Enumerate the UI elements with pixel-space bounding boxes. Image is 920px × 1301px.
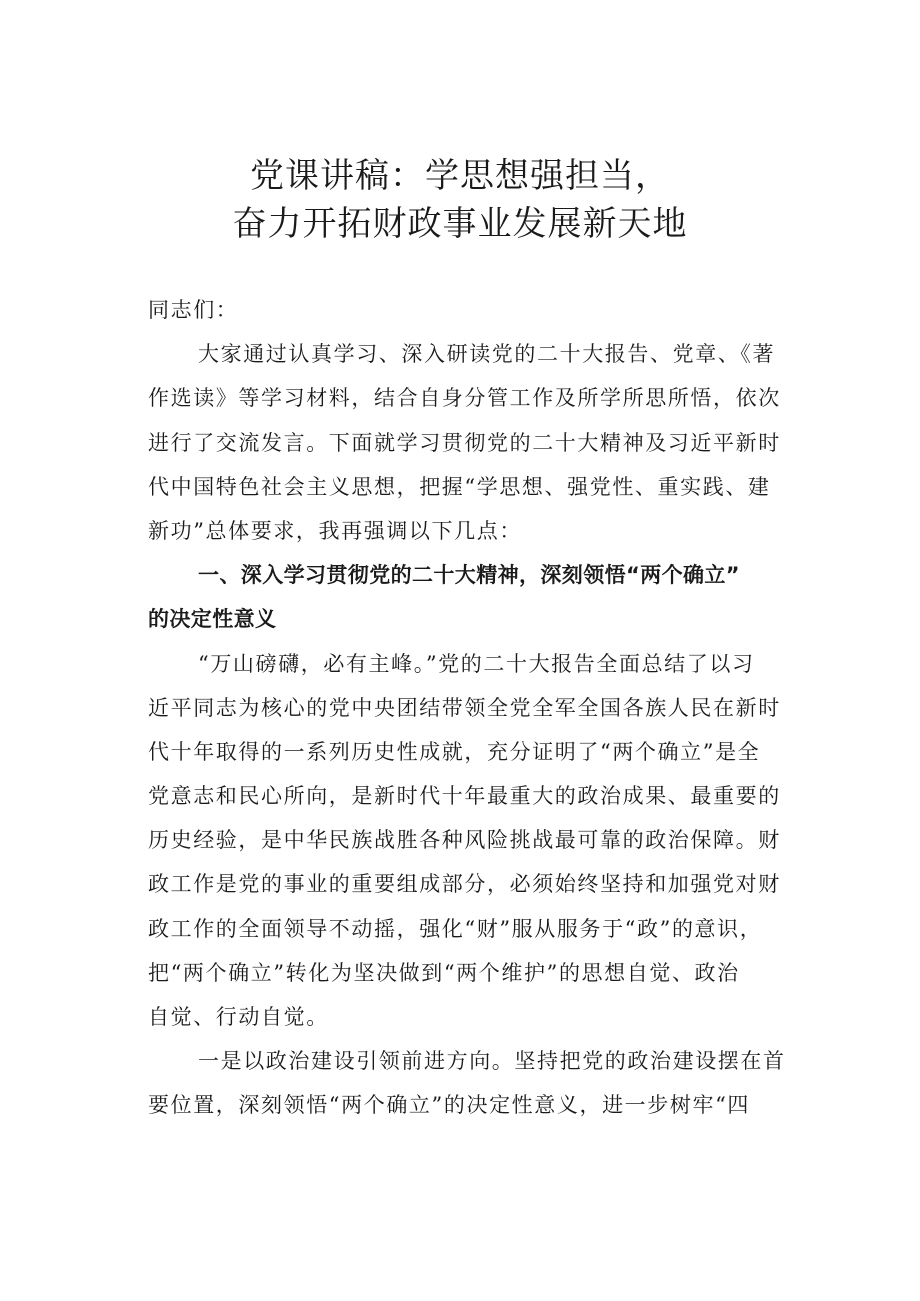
paragraph-line: “万山磅礴，必有主峰。”党的二十大报告全面总结了以习: [198, 651, 755, 676]
paragraph-line: 历史经验，是中华民族战胜各种风险挑战最可靠的政治保障。财: [148, 828, 781, 853]
paragraph-line: 新功”总体要求，我再强调以下几点：: [148, 518, 522, 543]
paragraph-line: 代中国特色社会主义思想，把握“学思想、强党性、重实践、建: [148, 474, 771, 499]
paragraph-line: 一是以政治建设引领前进方向。坚持把党的政治建设摆在首: [198, 1049, 786, 1074]
heading-line: 一、深入学习贯彻党的二十大精神，深刻领悟“两个确立”: [198, 563, 741, 588]
paragraph-line: 进行了交流发言。下面就学习贯彻党的二十大精神及习近平新时: [148, 430, 781, 455]
paragraph-intro: [148, 332, 803, 553]
title-line-1: 党课讲稿：学思想强担当，: [250, 156, 670, 196]
paragraph-line: 要位置，深刻领悟“两个确立”的决定性意义，进一步树牢“四: [148, 1093, 751, 1118]
document-body: [148, 288, 803, 1128]
title-line-2: 奋力开拓财政事业发展新天地: [232, 204, 688, 244]
paragraph-line: 自觉、行动自觉。: [148, 1005, 329, 1029]
paragraph-line: 大家通过认真学习、深入研读党的二十大报告、党章、《著: [198, 342, 776, 367]
paragraph-section-1: [148, 642, 803, 1040]
paragraph-line: 政工作是党的事业的重要组成部分，必须始终坚持和加强党对财: [148, 872, 781, 897]
paragraph-line: 近平同志为核心的党中央团结带领全党全军全国各族人民在新时: [148, 695, 781, 720]
heading-line: 的决定性意义: [148, 607, 277, 632]
paragraph-line: 政工作的全面领导不动摇，强化“财”服从服务于“政”的意识，: [148, 916, 763, 941]
paragraph-line: 党意志和民心所向，是新时代十年最重大的政治成果、最重要的: [148, 784, 781, 809]
section-heading-1: [148, 553, 803, 641]
document-title: [0, 152, 920, 248]
paragraph-line: 把“两个确立”转化为坚决做到“两个维护”的思想自觉、政治: [148, 960, 740, 985]
paragraph-point-1: [148, 1039, 803, 1127]
paragraph-line: 作选读》等学习材料，结合自身分管工作及所学所思所悟，依次: [148, 386, 781, 411]
paragraph-line: 代十年取得的一系列历史性成就，充分证明了“两个确立”是全: [148, 739, 761, 764]
greeting: 同志们：: [148, 298, 239, 322]
